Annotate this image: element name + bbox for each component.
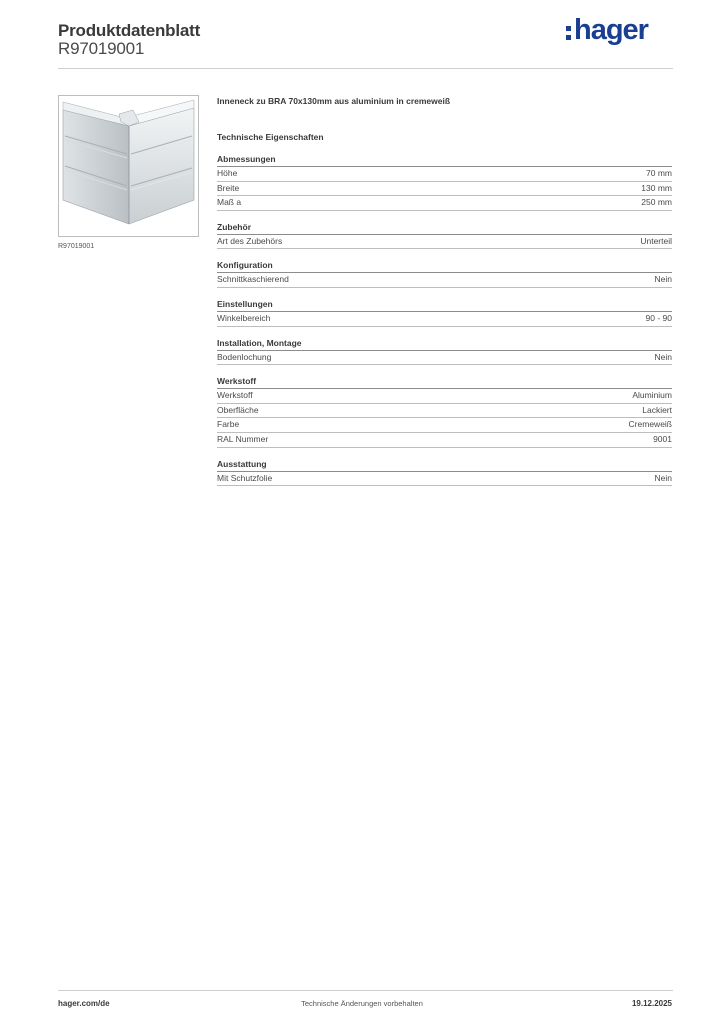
- property-label: RAL Nummer: [217, 433, 269, 444]
- property-label: Mit Schutzfolie: [217, 472, 273, 483]
- property-value: Unterteil: [640, 235, 672, 246]
- property-row: [217, 389, 672, 404]
- product-image: [58, 95, 199, 237]
- property-row: [217, 351, 672, 366]
- section-title: Installation, Montage: [217, 337, 672, 351]
- property-label: Bodenlochung: [217, 351, 272, 362]
- section-werkstoff: [217, 375, 672, 447]
- property-value: Nein: [654, 351, 672, 362]
- section-abmessungen: [217, 153, 672, 211]
- product-code: R97019001: [58, 39, 145, 58]
- page-title: Produktdatenblatt: [58, 21, 201, 40]
- property-row: [217, 182, 672, 197]
- property-value: 9001: [653, 433, 672, 444]
- property-value: 250 mm: [641, 197, 672, 208]
- property-value: 130 mm: [641, 182, 672, 193]
- section-title: Konfiguration: [217, 259, 672, 273]
- property-value: Lackiert: [642, 404, 672, 415]
- logo-dots-icon: [566, 26, 571, 44]
- section-title: Abmessungen: [217, 153, 672, 167]
- section-title: Ausstattung: [217, 458, 672, 472]
- property-row: [217, 167, 672, 182]
- section-ausstattung: [217, 458, 672, 487]
- property-value: Cremeweiß: [628, 419, 672, 430]
- section-title: Einstellungen: [217, 298, 672, 312]
- image-caption: R97019001: [58, 243, 95, 250]
- property-label: Winkelbereich: [217, 312, 271, 323]
- product-description: Inneneck zu BRA 70x130mm aus aluminium in cremeweiß: [217, 96, 451, 106]
- section-title: Werkstoff: [217, 375, 672, 389]
- property-row: [217, 196, 672, 211]
- footer-notice: Technische Änderungen vorbehalten: [301, 999, 423, 1008]
- section-installation: [217, 337, 672, 366]
- section-konfiguration: [217, 259, 672, 288]
- property-row: [217, 472, 672, 487]
- property-label: Oberfläche: [217, 404, 259, 415]
- property-row: [217, 418, 672, 433]
- technical-properties-heading: Technische Eigenschaften: [217, 132, 324, 142]
- property-label: Werkstoff: [217, 390, 253, 401]
- property-value: Nein: [654, 472, 672, 483]
- property-value: Nein: [654, 274, 672, 285]
- property-row: [217, 404, 672, 419]
- property-label: Art des Zubehörs: [217, 235, 283, 246]
- section-title: Zubehör: [217, 221, 672, 235]
- property-value: Aluminium: [632, 390, 672, 401]
- property-label: Breite: [217, 182, 240, 193]
- property-value: 90 - 90: [645, 312, 672, 323]
- property-label: Schnittkaschierend: [217, 274, 289, 285]
- header-divider: [58, 68, 673, 69]
- footer-website-link[interactable]: hager.com/de: [58, 999, 110, 1008]
- property-row: [217, 273, 672, 288]
- footer-date: 19.12.2025: [631, 999, 672, 1008]
- property-label: Farbe: [217, 419, 240, 430]
- property-row: [217, 433, 672, 448]
- property-row: [217, 312, 672, 327]
- hager-logo: [566, 12, 648, 52]
- property-label: Maß a: [217, 197, 242, 208]
- logo-text: hager: [574, 14, 648, 46]
- footer-divider: [58, 990, 673, 991]
- properties-panel: [217, 95, 672, 496]
- property-row: [217, 235, 672, 250]
- section-einstellungen: [217, 298, 672, 327]
- property-label: Höhe: [217, 168, 238, 178]
- inner-corner-illustration: [59, 96, 198, 236]
- property-value: 70 mm: [646, 168, 672, 178]
- section-zubehoer: [217, 221, 672, 250]
